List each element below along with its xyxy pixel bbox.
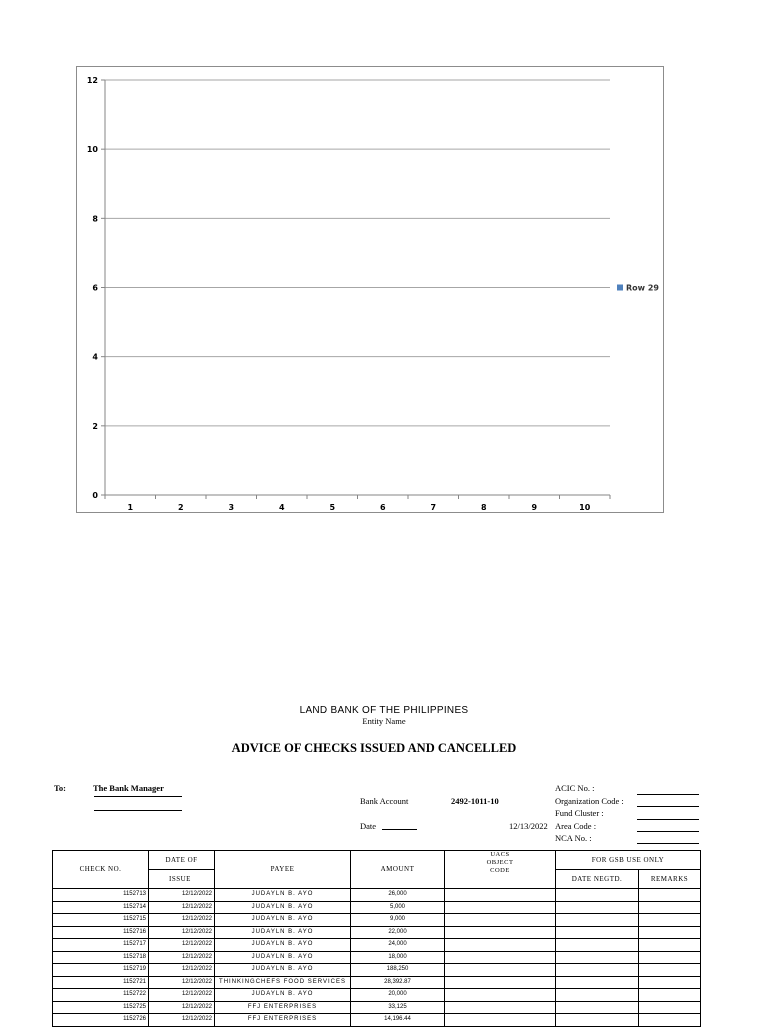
amount-cell: 28,392.87 xyxy=(351,976,445,989)
y-tick-label: 10 xyxy=(86,145,98,155)
to-line-2 xyxy=(94,810,182,811)
col-payee: PAYEE xyxy=(215,851,351,889)
date-cell: 12/12/2022 xyxy=(149,976,215,989)
area-code-line xyxy=(637,831,699,832)
table-row xyxy=(53,939,701,952)
check-no-cell: 1152721 xyxy=(53,976,149,989)
y-tick-label: 2 xyxy=(92,421,98,431)
remarks-cell xyxy=(639,889,701,902)
remarks-cell xyxy=(639,964,701,977)
check-no-cell: 1152713 xyxy=(53,889,149,902)
y-tick-label: 0 xyxy=(92,491,98,500)
y-tick-label: 4 xyxy=(92,352,98,362)
col-issue: ISSUE xyxy=(149,870,215,889)
check-no-cell: 1152714 xyxy=(53,901,149,914)
amount-cell: 9,000 xyxy=(351,914,445,927)
col-remarks: REMARKS xyxy=(639,870,701,889)
date-cell: 12/12/2022 xyxy=(149,1014,215,1027)
table-row xyxy=(53,964,701,977)
fund-cluster-line xyxy=(637,819,699,820)
x-tick-label: 8 xyxy=(480,503,487,512)
remarks-cell xyxy=(639,976,701,989)
table-row xyxy=(53,1014,701,1027)
table-row xyxy=(53,914,701,927)
chart-frame xyxy=(76,66,664,513)
x-tick-label: 3 xyxy=(228,503,235,512)
payee-cell: JUDAYLN B. AYO xyxy=(215,901,351,914)
date-negtd-cell xyxy=(556,951,639,964)
y-tick-label: 8 xyxy=(92,214,98,224)
area-code-label: Area Code : xyxy=(555,821,597,831)
payee-cell: JUDAYLN B. AYO xyxy=(215,914,351,927)
date-negtd-cell xyxy=(556,901,639,914)
date-cell: 12/12/2022 xyxy=(149,939,215,952)
check-no-cell: 1152722 xyxy=(53,989,149,1002)
nca-line xyxy=(637,843,699,844)
x-tick-label: 5 xyxy=(329,503,336,512)
uacs-cell xyxy=(445,901,556,914)
table-row xyxy=(53,901,701,914)
remarks-cell xyxy=(639,951,701,964)
acic-line xyxy=(637,794,699,795)
col-date-negtd: DATE NEGTD. xyxy=(556,870,639,889)
date-negtd-cell xyxy=(556,914,639,927)
date-negtd-cell xyxy=(556,1001,639,1014)
x-tick-label: 10 xyxy=(579,503,591,512)
date-negtd-cell xyxy=(556,926,639,939)
x-tick-label: 6 xyxy=(379,503,386,512)
to-line-1 xyxy=(94,796,182,797)
table-row xyxy=(53,889,701,902)
date-negtd-cell xyxy=(556,889,639,902)
uacs-cell xyxy=(445,976,556,989)
uacs-cell xyxy=(445,1001,556,1014)
date-cell: 12/12/2022 xyxy=(149,1001,215,1014)
bar-chart xyxy=(77,67,665,514)
bank-name: LAND BANK OF THE PHILIPPINES xyxy=(299,705,469,716)
remarks-cell xyxy=(639,1001,701,1014)
col-uacs: UACS OBJECT CODE xyxy=(445,851,556,889)
amount-cell: 18,000 xyxy=(351,951,445,964)
date-negtd-cell xyxy=(556,1014,639,1027)
date-negtd-cell xyxy=(556,964,639,977)
bank-account-value: 2492-1011-10 xyxy=(451,796,499,806)
remarks-cell xyxy=(639,1014,701,1027)
amount-cell: 24,000 xyxy=(351,939,445,952)
uacs-cell xyxy=(445,914,556,927)
nca-label: NCA No. : xyxy=(555,833,592,843)
table-row xyxy=(53,976,701,989)
col-gsb-use: FOR GSB USE ONLY xyxy=(556,851,701,870)
check-no-cell: 1152718 xyxy=(53,951,149,964)
date-negtd-cell xyxy=(556,939,639,952)
payee-cell: JUDAYLN B. AYO xyxy=(215,926,351,939)
date-value: 12/13/2022 xyxy=(509,821,548,831)
remarks-cell xyxy=(639,901,701,914)
check-no-cell: 1152717 xyxy=(53,939,149,952)
x-tick-label: 2 xyxy=(177,503,184,512)
document-title: ADVICE OF CHECKS ISSUED AND CANCELLED xyxy=(231,741,517,755)
check-no-cell: 1152726 xyxy=(53,1014,149,1027)
date-label: Date xyxy=(360,821,377,831)
col-date-of: DATE OF xyxy=(149,851,215,870)
check-no-cell: 1152719 xyxy=(53,964,149,977)
y-tick-label: 12 xyxy=(86,76,98,85)
date-cell: 12/12/2022 xyxy=(149,989,215,1002)
payee-cell: JUDAYLN B. AYO xyxy=(215,951,351,964)
table-row xyxy=(53,989,701,1002)
amount-cell: 26,000 xyxy=(351,889,445,902)
to-value: The Bank Manager xyxy=(93,783,164,793)
payee-cell: JUDAYLN B. AYO xyxy=(215,939,351,952)
payee-cell: JUDAYLN B. AYO xyxy=(215,989,351,1002)
date-cell: 12/12/2022 xyxy=(149,901,215,914)
check-no-cell: 1152716 xyxy=(53,926,149,939)
org-code-label: Organization Code : xyxy=(555,796,624,806)
bank-account-label: Bank Account xyxy=(360,796,409,806)
uacs-cell xyxy=(445,939,556,952)
x-tick-label: 7 xyxy=(430,503,437,512)
uacs-cell xyxy=(445,964,556,977)
payee-cell: FFJ ENTERPRISES xyxy=(215,1014,351,1027)
uacs-cell xyxy=(445,951,556,964)
y-tick-label: 6 xyxy=(92,283,98,293)
col-amount: AMOUNT xyxy=(351,851,445,889)
date-cell: 12/12/2022 xyxy=(149,951,215,964)
date-cell: 12/12/2022 xyxy=(149,914,215,927)
check-no-cell: 1152725 xyxy=(53,1001,149,1014)
org-code-line xyxy=(637,806,699,807)
date-negtd-cell xyxy=(556,989,639,1002)
fund-cluster-label: Fund Cluster : xyxy=(555,808,604,818)
amount-cell: 5,000 xyxy=(351,901,445,914)
legend-swatch xyxy=(617,285,623,291)
date-cell: 12/12/2022 xyxy=(149,889,215,902)
checks-table xyxy=(52,850,701,1027)
date-cell: 12/12/2022 xyxy=(149,926,215,939)
uacs-cell xyxy=(445,1014,556,1027)
amount-cell: 22,000 xyxy=(351,926,445,939)
x-tick-label: 1 xyxy=(127,503,134,512)
amount-cell: 20,000 xyxy=(351,989,445,1002)
amount-cell: 14,196.44 xyxy=(351,1014,445,1027)
acic-label: ACIC No. : xyxy=(555,783,595,793)
uacs-cell xyxy=(445,889,556,902)
payee-cell: JUDAYLN B. AYO xyxy=(215,964,351,977)
col-check-no: CHECK NO. xyxy=(53,851,149,889)
payee-cell: THINKINGCHEFS FOOD SERVICES xyxy=(215,976,351,989)
check-no-cell: 1152715 xyxy=(53,914,149,927)
payee-cell: JUDAYLN B. AYO xyxy=(215,889,351,902)
remarks-cell xyxy=(639,926,701,939)
payee-cell: FFJ ENTERPRISES xyxy=(215,1001,351,1014)
entity-name: Entity Name xyxy=(362,716,406,726)
table-row xyxy=(53,926,701,939)
x-tick-label: 4 xyxy=(278,503,285,512)
amount-cell: 188,250 xyxy=(351,964,445,977)
legend-label: Row 29 xyxy=(626,283,659,293)
uacs-cell xyxy=(445,989,556,1002)
date-cell: 12/12/2022 xyxy=(149,964,215,977)
table-row xyxy=(53,1001,701,1014)
x-tick-label: 9 xyxy=(531,503,538,512)
date-negtd-cell xyxy=(556,976,639,989)
date-line xyxy=(382,829,417,830)
table-row xyxy=(53,951,701,964)
to-label: To: xyxy=(54,783,66,793)
uacs-cell xyxy=(445,926,556,939)
remarks-cell xyxy=(639,939,701,952)
remarks-cell xyxy=(639,914,701,927)
remarks-cell xyxy=(639,989,701,1002)
amount-cell: 33,125 xyxy=(351,1001,445,1014)
